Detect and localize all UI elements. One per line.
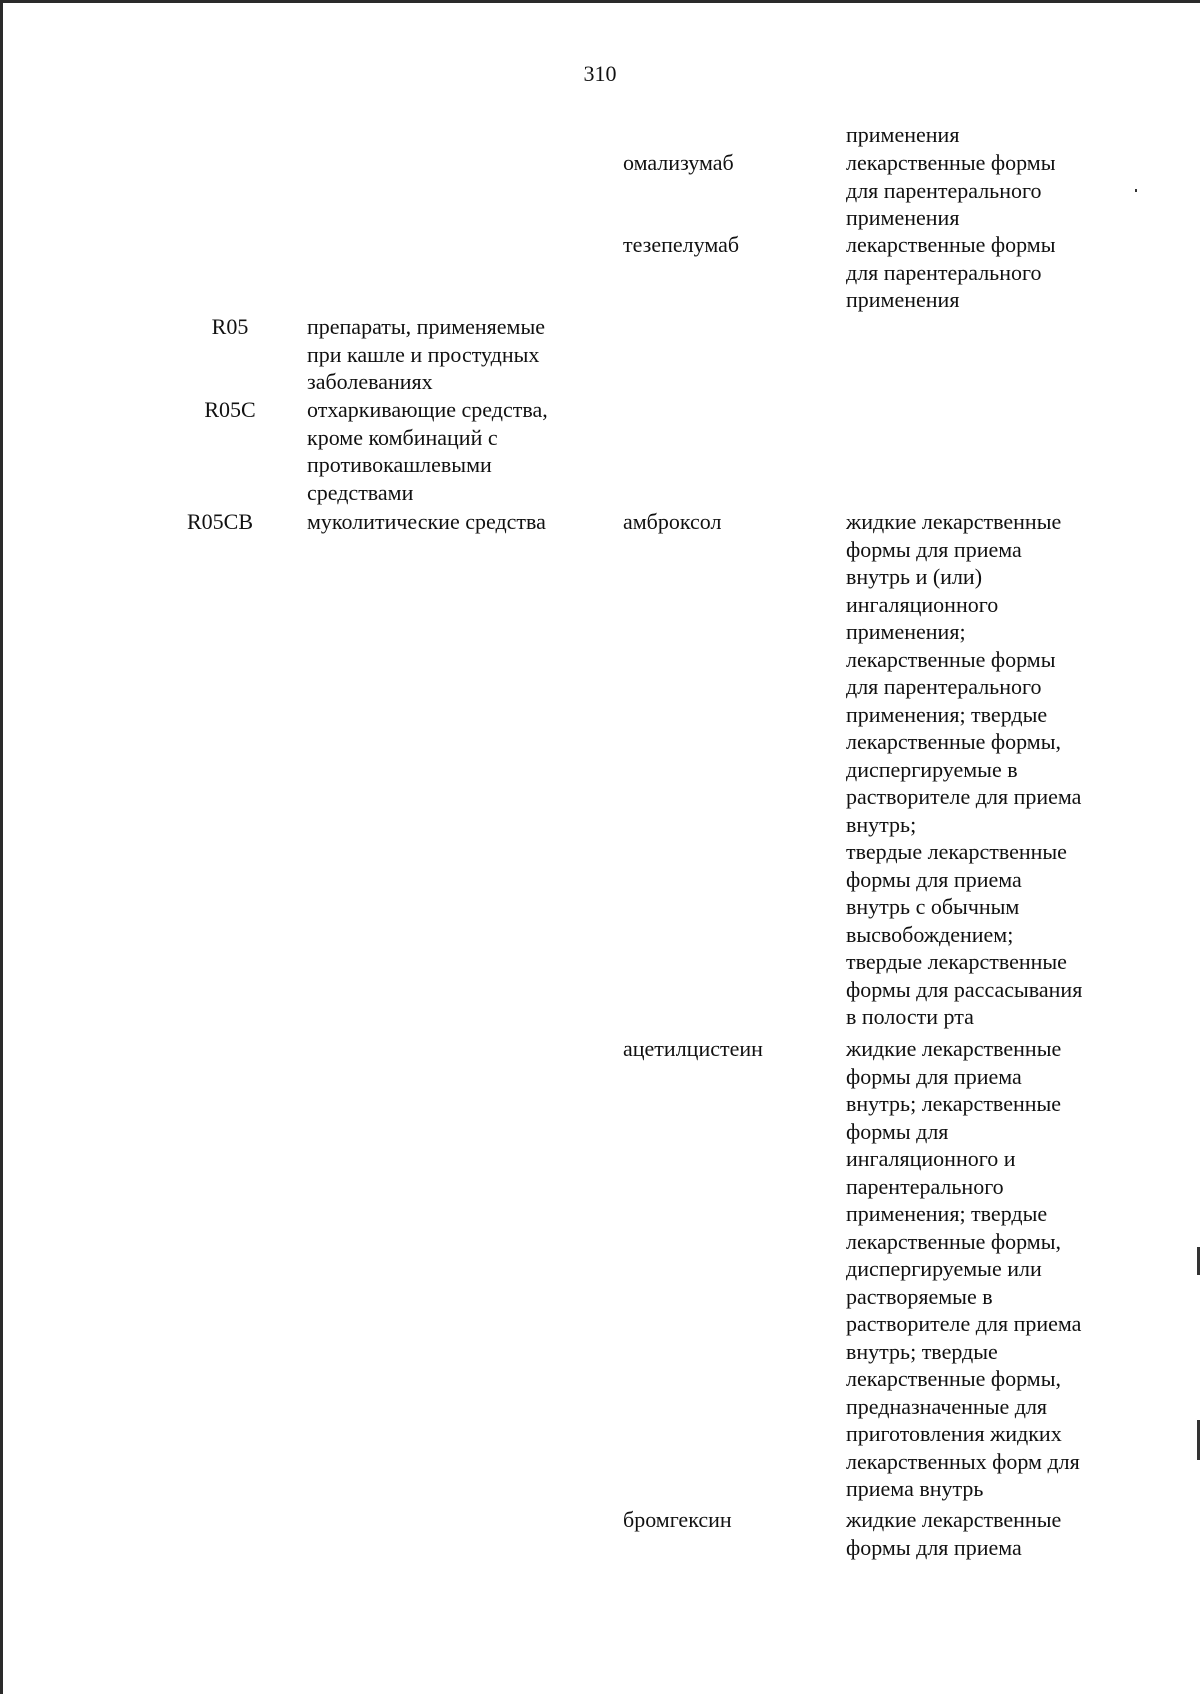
form-line: формы для рассасывания — [846, 976, 1083, 1002]
form-line: растворяемые в — [846, 1283, 993, 1309]
form-line: применения — [846, 205, 960, 230]
form-line: внутрь; твердые — [846, 1338, 998, 1364]
scan-edge-top — [0, 0, 1200, 3]
scan-edge-left — [0, 0, 3, 1694]
form-line: парентерального — [846, 1173, 1004, 1199]
form-line: в полости рта — [846, 1004, 974, 1029]
form-line: для парентерального — [846, 674, 1042, 699]
form-line: внутрь с обычным — [846, 894, 1020, 919]
name-line: заболеваниях — [307, 369, 433, 394]
form-line: предназначенные для — [846, 1393, 1048, 1419]
form-line: лекарственные формы, — [846, 1366, 1061, 1391]
form-line: внутрь; лекарственные — [846, 1091, 1062, 1116]
form-line: диспергируемые в — [846, 756, 1018, 782]
form-line: лекарственные формы, — [846, 729, 1061, 754]
form-line: для парентерального — [846, 259, 1042, 285]
form-line: растворителе для приема — [846, 784, 1082, 809]
dosage-form — [846, 1506, 1176, 1561]
form-line: применения; твердые — [846, 1201, 1048, 1226]
form-line: внутрь и (или) — [846, 564, 983, 589]
drug-name: ацетилцистеин — [623, 1036, 763, 1061]
name-line: кроме комбинаций с — [307, 424, 498, 450]
form-line: формы для приема — [846, 1063, 1022, 1089]
dosage-form — [846, 1035, 1176, 1503]
form-line: высвобождением; — [846, 921, 1014, 947]
form-line: приема внутрь — [846, 1476, 984, 1501]
form-line: лекарственные формы, — [846, 1228, 1061, 1254]
form-line: лекарственные формы — [846, 646, 1056, 672]
form-line: применения — [846, 122, 960, 147]
form-line: лекарственные формы — [846, 232, 1056, 257]
form-line: ингаляционного — [846, 591, 999, 617]
form-line: жидкие лекарственные — [846, 509, 1062, 534]
form-line: твердые лекарственные — [846, 839, 1067, 864]
form-line: лекарственных форм для — [846, 1448, 1080, 1474]
form-line: приготовления жидких — [846, 1421, 1062, 1446]
form-line: лекарственные формы — [846, 150, 1056, 175]
group-name — [307, 396, 607, 506]
drug-name: бромгексин — [623, 1507, 732, 1532]
name-line: противокашлевыми — [307, 452, 492, 477]
form-line: формы для — [846, 1118, 949, 1144]
form-line: применения; — [846, 619, 966, 644]
dosage-form — [846, 231, 1176, 314]
dosage-form — [846, 149, 1176, 232]
drug-name: омализумаб — [623, 150, 734, 175]
name-line: муколитические средства — [307, 509, 546, 534]
drug-name: тезепелумаб — [623, 232, 740, 257]
page-number: 310 — [583, 61, 617, 86]
form-line: применения; твердые — [846, 701, 1048, 727]
dosage-form — [846, 508, 1176, 1031]
name-line: препараты, применяемые — [307, 314, 546, 339]
form-line: формы для приема — [846, 1534, 1022, 1560]
name-line: при кашле и простудных — [307, 341, 540, 367]
group-name — [307, 313, 607, 396]
form-line: ингаляционного и — [846, 1146, 1016, 1171]
form-line: диспергируемые или — [846, 1256, 1042, 1281]
form-line: формы для приема — [846, 536, 1022, 562]
form-line: жидкие лекарственные — [846, 1507, 1062, 1532]
form-line: для парентерального — [846, 177, 1042, 203]
form-line: применения — [846, 287, 960, 312]
form-line: формы для приема — [846, 866, 1022, 892]
form-line: растворителе для приема — [846, 1311, 1082, 1336]
form-line: жидкие лекарственные — [846, 1036, 1062, 1061]
form-line: твердые лекарственные — [846, 949, 1067, 974]
atc-code: R05CB — [187, 509, 254, 534]
group-name — [307, 508, 607, 536]
atc-code: R05C — [204, 397, 256, 422]
drug-name: амброксол — [623, 509, 722, 534]
name-line: средствами — [307, 479, 414, 505]
form-line: внутрь; — [846, 811, 917, 837]
atc-code: R05 — [211, 314, 249, 339]
name-line: отхаркивающие средства, — [307, 397, 548, 422]
dosage-form — [846, 121, 1176, 149]
